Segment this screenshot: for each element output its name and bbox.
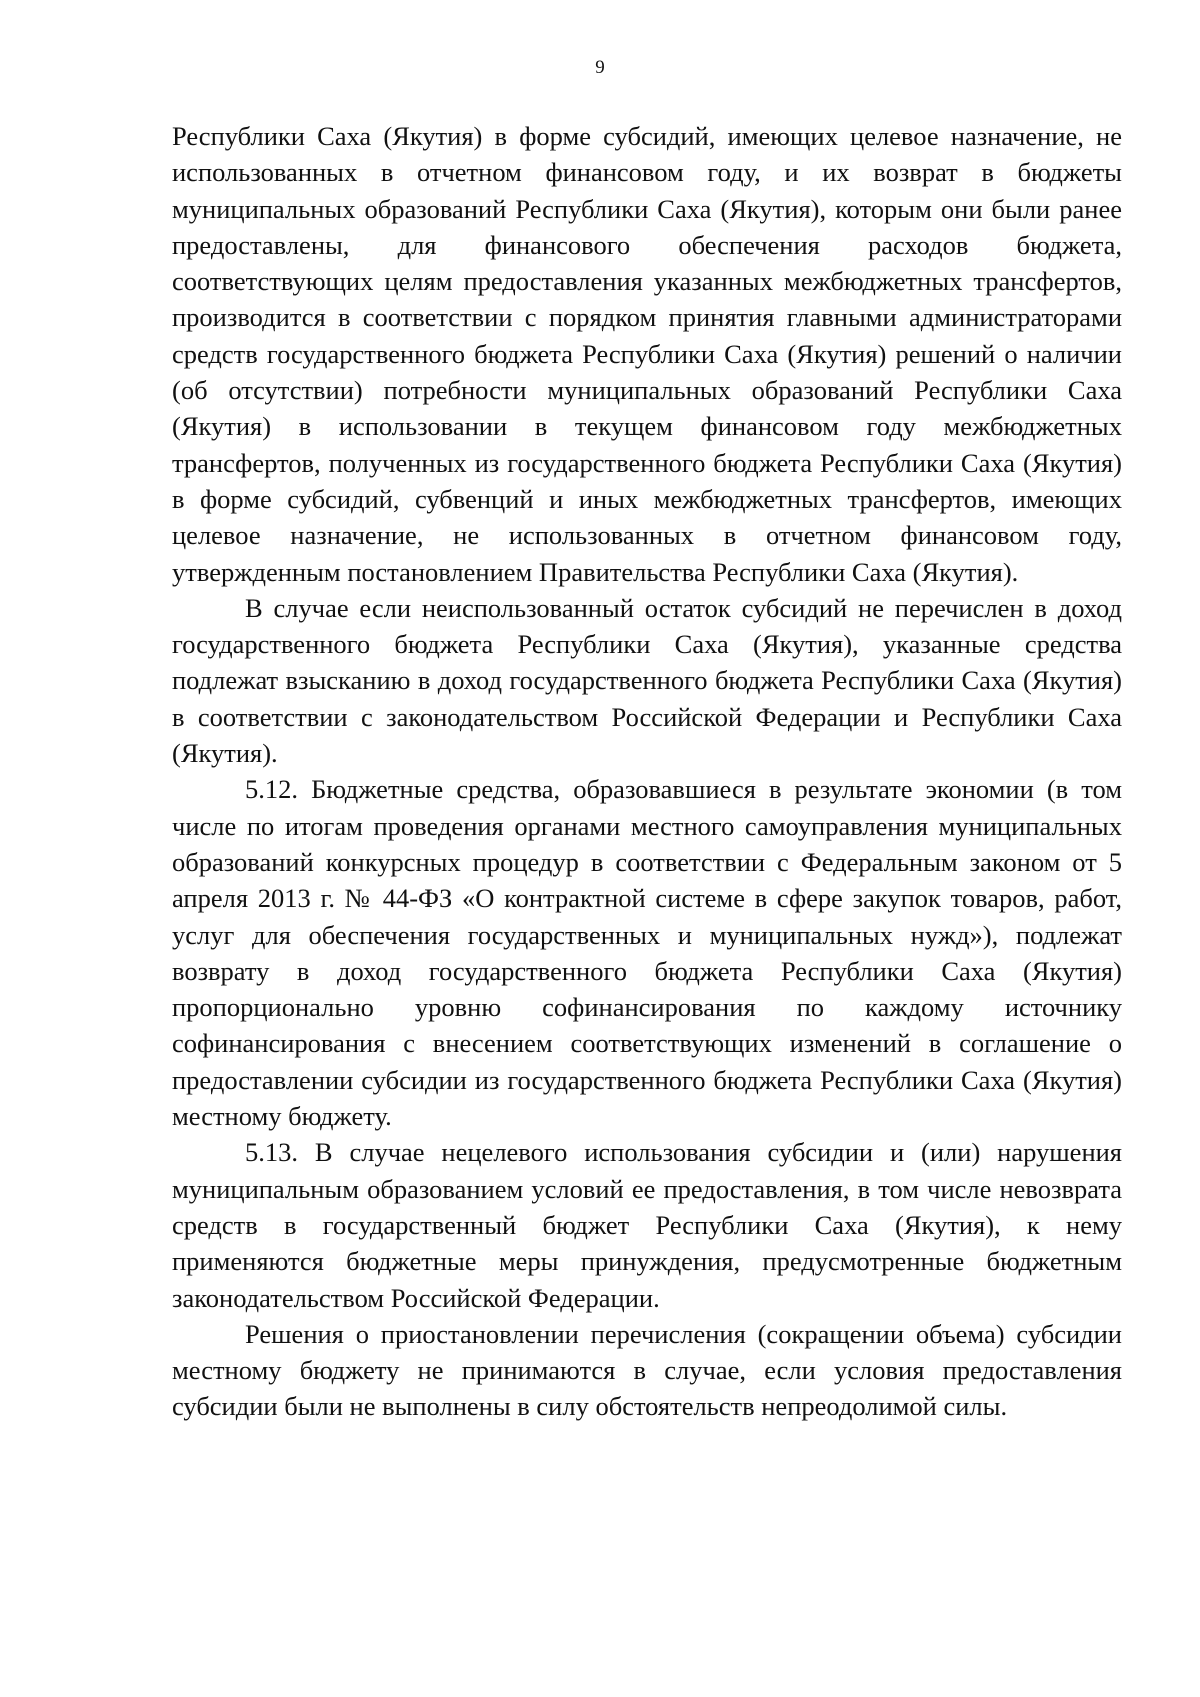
page-number: 9: [595, 57, 605, 78]
paragraph-2: В случае если неиспользованный остаток субсидий не перечислен в доход государственного бюджета Республики Саха (Якутия), указанные средства подлежат взысканию в доход государственного бюджета Республики Саха (Якутия) в соответствии с законодательством Российской Федерации и Республики Саха (Якутия).: [172, 592, 1122, 769]
paragraph-4: 5.13. В случае нецелевого использования субсидии и (или) нарушения муниципальным образованием условий ее предоставления, в том числе невозврата средств в государственный бюджет Республики Саха (Якутия), к нему применяются бюджетные меры принуждения, предусмотренные бюджетным законодательством Российской Федерации.: [172, 1137, 1122, 1313]
document-body: [172, 118, 1122, 1425]
paragraph-3: 5.12. Бюджетные средства, образовавшиеся в результате экономии (в том числе по итогам проведения органами местного самоуправления муниципальных образований конкурсных процедур в соответствии с Федеральным законом от 5 апреля 2013 г. № 44-ФЗ «О контрактной системе в сфере закупок товаров, работ, услуг для обеспечения государственных и муниципальных нужд»), подлежат возврату в доход государственного бюджета Республики Саха (Якутия) пропорционально уровню софинансирования по каждому источнику софинансирования с внесением соответствующих изменений в соглашение о предоставлении субсидии из государственного бюджета Республики Саха (Якутия) местному бюджету.: [172, 774, 1122, 1132]
paragraph-5: Решения о приостановлении перечисления (сокращении объема) субсидии местному бюджету не принимаются в случае, если условия предоставления субсидии были не выполнены в силу обстоятельств непреодолимой силы.: [172, 1318, 1122, 1422]
paragraph-1: Республики Саха (Якутия) в форме субсидий, имеющих целевое назначение, не использованных в отчетном финансовом году, и их возврат в бюджеты муниципальных образований Республики Саха (Якутия), которым они были ранее предоставлены, для финансового обеспечения расходов бюджета, соответствующих целям предоставления указанных межбюджетных трансфертов, производится в соответствии с порядком принятия главными администраторами средств государственного бюджета Республики Саха (Якутия) решений о наличии (об отсутствии) потребности муниципальных образований Республики Саха (Якутия) в использовании в текущем финансовом году межбюджетных трансфертов, полученных из государственного бюджета Республики Саха (Якутия) в форме субсидий, субвенций и иных межбюджетных трансфертов, имеющих целевое назначение, не использованных в отчетном финансовом году, утвержденным постановлением Правительства Республики Саха (Якутия).: [172, 121, 1122, 587]
